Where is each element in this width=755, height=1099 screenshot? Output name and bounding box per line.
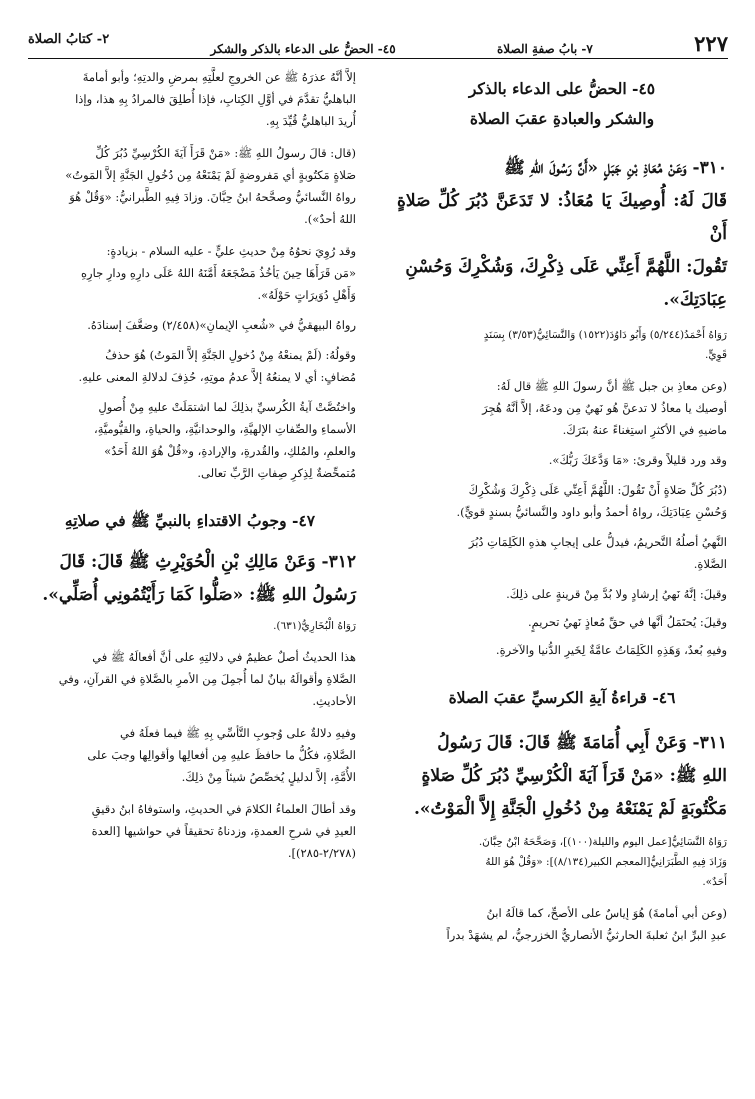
text-line: (دُبُرَ كُلِّ صَلاةٍ أَنْ تَقُولَ: اللَّهُمَّ أَعِنِّي عَلَى ذِكْرِكَ وَشُكْرِكَ xyxy=(468,483,727,497)
text-line: قَالَ لَهُ: أُوصِيكَ يَا مُعَاذُ: لا تَدَعَنَّ دُبُرَ كُلِّ صَلاةٍ أَنْ xyxy=(397,191,727,244)
heading-line: والشكر والعبادةِ عقبَ الصلاة xyxy=(469,109,655,128)
text-line: قَوِيٍّ. xyxy=(705,349,727,361)
text-line: هذا الحديثُ أصلٌ عظيمٌ في دلالتِهِ على أنَّ أفعالَهُ ﷺ في xyxy=(92,650,356,664)
text-line: «مَن قَرَأَهَا حِينَ يَأخُذُ مَضْجَعَهُ أَمَّنَهُ اللهُ عَلَى دارِهِ ودارِ جارِهِ xyxy=(81,266,356,280)
reference-312: رَوَاهُ الْبُخَارِيُّ(٦٣١). xyxy=(273,620,356,632)
text-line: العيدِ في شرحِ العمدةِ، وزدناهُ تحقيقاً في حواشيها [العدة xyxy=(91,824,356,838)
hadith-311 xyxy=(397,727,727,826)
commentary-paragraph xyxy=(397,611,727,633)
text-line: وقيلَ: يُحتَمَلُ أنَّها في حقِّ مُعاذٍ نَهيُ تحريمٍ. xyxy=(527,615,727,629)
commentary-paragraph xyxy=(397,449,727,471)
text-line: الباهليُّ تقدَّمَ في أوَّلِ الكِتابِ، فإذا أُطلِقَ فالمرادُ بِهِ هذا، وإذا xyxy=(75,92,356,106)
text-line: وقد ورد قليلاً وقرئ: «مَا وَدَّعَكَ رَبُّكَ». xyxy=(548,453,727,467)
text-line: مُضافٍ: أي لا يمنعُهُ إلاَّ عدمُ موتِهِ، حُذِفَ لدلالةِ المعنى عليهِ. xyxy=(78,370,356,384)
text-line: الأحاديثِ. xyxy=(312,694,356,708)
section-heading-46: ٤٦- قراءةُ آيةِ الكرسيِّ عقبَ الصلاة xyxy=(448,688,676,707)
text-line: الأُمَّةِ، إلاَّ لدليلٍ يُخصِّصُ شيئاً مِنْ ذلِكَ. xyxy=(181,770,356,784)
section-heading-47: ٤٧- وجوبُ الاقتداءِ بالنبيِّ ﷺ في صلاتِهِ xyxy=(64,511,316,530)
commentary-paragraph xyxy=(24,314,356,336)
commentary-paragraph xyxy=(24,240,356,306)
text-line: إلاَّ أنَّهُ عذرَهُ ﷺ عن الخروجِ لعلَّتِهِ بمرضِ والدتِهِ؛ وأبو أمامةَ xyxy=(82,70,356,84)
text-line: تَقُولَ: اللَّهُمَّ أَعِنِّي عَلَى ذِكْرِكَ، وَشُكْرِكَ وَحُسْنِ xyxy=(405,257,727,277)
page-number: ٢٢٧ xyxy=(694,31,728,56)
text-line: وَحُسْنِ عِبَادَتِكَ، رواهُ أحمدُ وأبو داود والنَّسائيُّ بسندٍ قويٍّ). xyxy=(456,505,727,519)
text-line: وقولُهُ: (لَمْ يمنعْهُ مِنْ دُخولِ الجَنَّةِ إلاَّ المَوتُ) هُوَ حذفُ xyxy=(105,348,356,362)
text-line: (٢/٢٧٨-٢٨٥)]. xyxy=(287,846,356,860)
header-section: ٤٥- الحضُّ على الدعاء بالذكر والشكر xyxy=(210,42,396,56)
text-line: عِبَادَتِكَ». xyxy=(663,290,727,310)
text-line: ماضيهِ في الأكثرِ استِغناءً عنهُ بتَرَكَ. xyxy=(562,423,727,437)
text-line: أوصيك يا معاذُ لا تدعنَّ هُو نَهيٌ مِن ودعَهُ، إلاَّ أنَّهُ هُجِرَ xyxy=(482,401,727,415)
hadith-310 xyxy=(397,152,727,317)
reference-310 xyxy=(397,325,727,365)
right-column xyxy=(397,66,727,946)
text-line: وفيهِ بُعدٌ، وَهَذِهِ الكَلِمَاتُ عامَّةٌ لِخَيرِ الدُّنيا والآخرةِ. xyxy=(495,643,727,657)
heading-line: ٤٥- الحضُّ على الدعاء بالذكر xyxy=(468,79,656,98)
commentary-paragraph xyxy=(24,142,356,230)
text-line: وقد أطالَ العلماءُ الكلامَ في الحديثِ، واستوفاهُ ابنُ دقيقِ xyxy=(91,802,356,816)
text-line: رواهُ البيهقيُّ في «شُعبِ الإيمانِ»(٢/٤٥٨) وضعَّفَ إسنادَهُ. xyxy=(87,318,356,332)
text-line: اللهِ ﷺ: «مَنْ قَرَأَ آيَةَ الْكُرْسِيِّ دُبُرَ كُلِّ صَلاةٍ xyxy=(421,766,727,786)
text-line: رَوَاهُ النَّسَائِيُّ[عمل اليوم والليلة(١٠٠)]، وَصَحَّحَهُ ابْنُ حِبَّانَ. xyxy=(478,836,727,848)
header-chapter: ٧- بابُ صفةِ الصلاة xyxy=(497,42,593,56)
text-line: الأسماءِ والصِّفاتِ الإلهيَّةِ، والوحدانيَّةِ، والحياةِ، والقيُّوميَّةِ، xyxy=(94,422,356,436)
commentary-paragraph xyxy=(397,375,727,441)
text-line: النَّهيُ أصلُهُ التَّحريمُ، فيدلُّ على إيجابِ هذهِ الكَلِمَاتِ دُبُرَ xyxy=(468,535,727,549)
running-header xyxy=(28,30,728,56)
commentary-paragraph xyxy=(397,902,727,946)
section-heading-45 xyxy=(397,74,727,134)
header-rule xyxy=(28,58,728,59)
commentary-paragraph xyxy=(24,646,356,712)
commentary-paragraph xyxy=(397,479,727,523)
text-line: رَسُولُ اللهِ ﷺ: «صَلُّوا كَمَا رَأَيْتُمُونِي أُصَلِّي». xyxy=(42,585,356,605)
text-line: مَكْتُوبَةٍ لَمْ يَمْنَعْهُ مِنْ دُخُولِ الْجَنَّةِ إِلاَّ الْمَوْتُ». xyxy=(413,799,727,819)
text-line: ٣١٢- وَعَنْ مَالِكِ بْنِ الْحُوَيْرِثِ ﷺ قَالَ: قَالَ xyxy=(59,552,356,572)
commentary-paragraph xyxy=(24,722,356,788)
commentary-paragraph xyxy=(397,531,727,575)
text-line: وفيهِ دلالةٌ على وُجوبِ التَّأسِّي بِهِ ﷺ فيما فعلَهُ في xyxy=(120,726,356,740)
text-line: والعلمِ، والمُلكِ، والقُدرةِ، والإرادةِ، و«قُلْ هُوَ اللهُ أَحَدٌ» xyxy=(104,444,356,458)
left-column xyxy=(24,66,356,864)
commentary-paragraph xyxy=(397,639,727,661)
text-line: واختُصَّتْ آيةُ الكُرسيِّ بذلِكَ لما اشتمَلَتْ عليهِ مِنْ أُصولِ xyxy=(98,400,356,414)
text-line: أُريدَ الباهليُّ قُيِّدَ بِهِ. xyxy=(265,114,356,128)
text-line: الصَّلاةِ وأقوالَهُ بيانٌ لما أُجمِلَ مِن الأمرِ بالصَّلاةِ في القرآنِ، وفي xyxy=(58,672,356,686)
text-line: (قال: قالَ رسولُ اللهِ ﷺ: «مَنْ قَرَأَ آيَةَ الكُرْسِيِّ دُبُرَ كُلِّ xyxy=(95,146,356,160)
text-line: مُتمحِّضةٌ لِذِكرِ صِفاتِ الرَّبِّ تعالى. xyxy=(197,466,356,480)
text-line: الصَّلاةِ، فكُلُّ ما حافظَ عليهِ مِن أفعالِها وأقوالِها وجبَ على xyxy=(87,748,356,762)
reference-311 xyxy=(397,832,727,892)
text-line: صَلاةٍ مَكتُوبةٍ أي مَفروضةٍ لَمْ يَمْنَعْهُ مِن دُخُولِ الجَنَّةِ إلاَّ المَوتُ» xyxy=(65,168,356,182)
hadith-312 xyxy=(24,546,356,612)
text-line: اللهُ أحدٌ»). xyxy=(304,212,356,226)
commentary-paragraph xyxy=(24,396,356,484)
text-line: وقيلَ: إنَّهُ نَهيُ إرشادٍ ولا بُدَّ مِنْ قرينةٍ على ذلِكَ. xyxy=(506,587,727,601)
header-book: ٢- كتابُ الصلاة xyxy=(28,32,110,47)
text-line: (وعن معاذِ بن جبل ﷺ أنَّ رسولَ اللهِ ﷺ قال لَهُ: xyxy=(496,379,727,393)
text-line: (وعن أبي أمامةَ) هُوَ إياسٌ على الأصحِّ، كما قالَهُ ابنُ xyxy=(486,906,727,920)
commentary-paragraph xyxy=(24,66,356,132)
text-line: ٣١٠- وَعَنْ مُعَاذِ بْنِ جَبَلٍ «أَنَّ رَسُولَ اللهِ ﷺ xyxy=(504,158,727,178)
text-line: وَزَادَ فِيهِ الطَّبَرَانِيُّ[المعجم الكبير(٨/١٣٤)]: «وَقُلْ هُوَ اللهُ xyxy=(485,856,727,868)
commentary-paragraph xyxy=(24,344,356,388)
text-line: الصَّلاةِ. xyxy=(693,557,727,571)
text-line: رواهُ النَّسائيُّ وصحَّحهُ ابنُ حِبَّانَ. وزادَ فِيهِ الطَّبرانيُّ: «وَقُلْ هُوَ xyxy=(69,190,356,204)
text-line: وقد رُوِيَ نحوُهُ مِنْ حديثِ عليٍّ - عليه السلام - بزيادةٍ: xyxy=(106,244,356,258)
text-line: أَحَدٌ». xyxy=(702,876,727,888)
text-line: ٣١١- وَعَنْ أَبِي أُمَامَةَ ﷺ قَالَ: قَالَ رَسُولُ xyxy=(437,733,727,753)
text-line: عبدِ البرِّ ابنُ ثعلبةَ الحارثيُّ الأنصاريُّ الخزرجيُّ، لم يشهَدْ بدراً xyxy=(446,928,727,942)
text-line: رَوَاهُ أَحْمَدُ(٥/٢٤٤) وَأَبُو دَاوُدَ(١٥٢٢) وَالنَّسَائِيُّ(٣/٥٣) بِسَنَدٍ xyxy=(483,329,727,341)
commentary-paragraph xyxy=(397,583,727,605)
text-line: وَأَهْلِ دُوَيرَاتٍ حَوْلَهُ». xyxy=(257,288,356,302)
commentary-paragraph xyxy=(24,798,356,864)
